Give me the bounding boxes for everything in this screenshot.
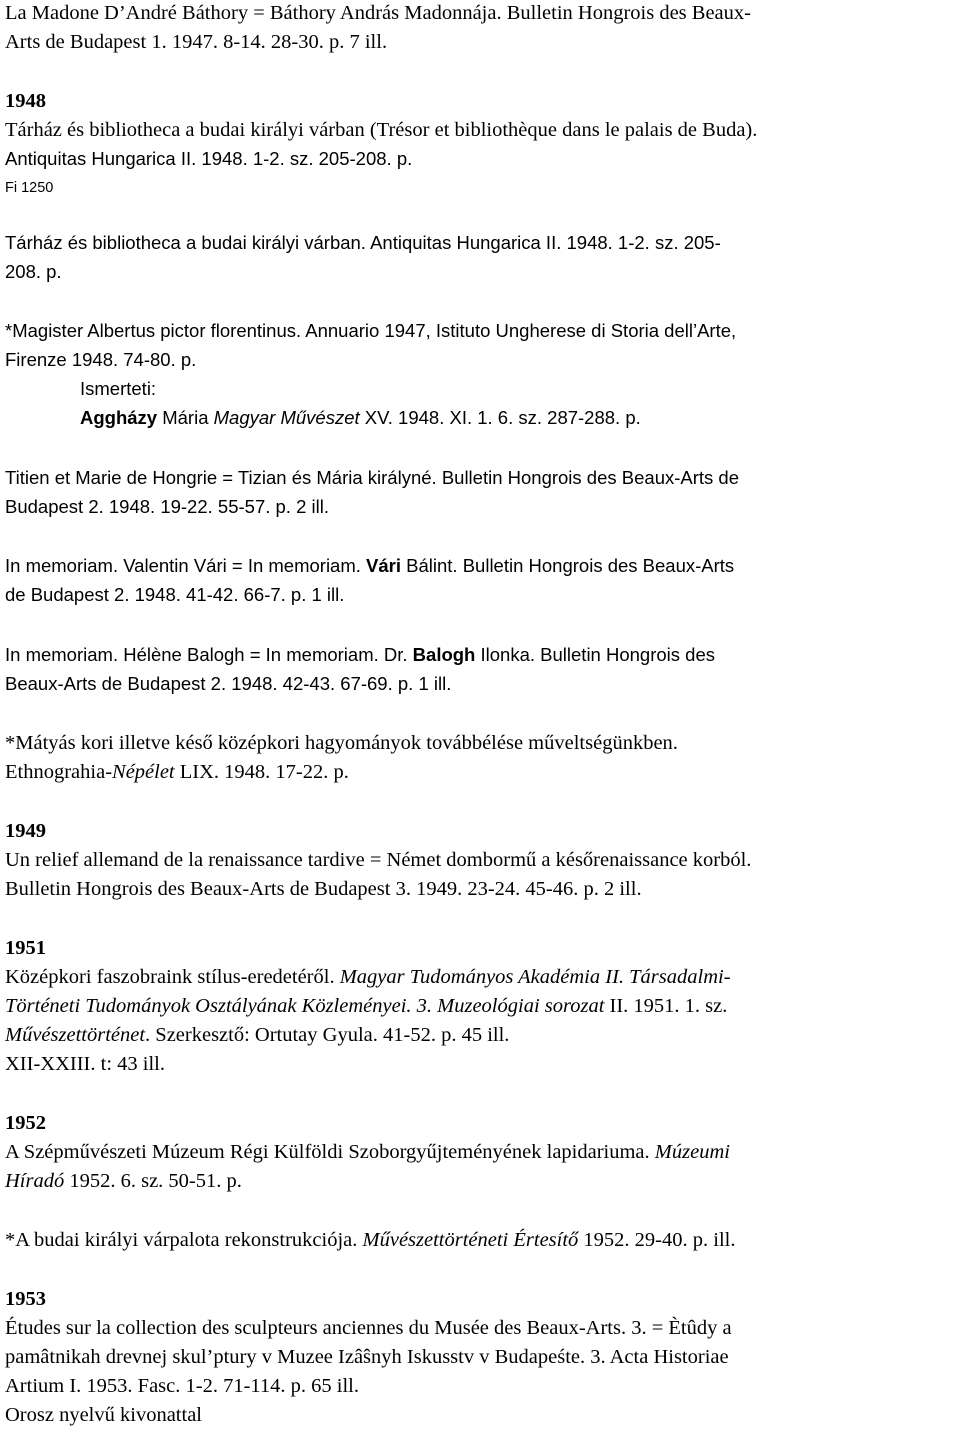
entry-line [5,993,727,1019]
entry-line [5,642,715,668]
author-name: Balogh [412,644,476,665]
text-segment: XII-XXIII. t: 43 ill. [5,1053,165,1075]
entry-line [5,1022,509,1048]
journal-title: Múzeumi [654,1141,730,1163]
entry-line [5,259,62,285]
entry-line [5,1227,735,1253]
journal-title: Népélet [112,761,175,783]
entry-line [5,347,196,373]
text-segment: La Madone D’André Báthory = Báthory András Madonnája. Bulletin Hongrois des Beaux- [5,2,751,24]
journal-title: Magyar Művészet [213,407,360,428]
text-segment: Tárház és bibliotheca a budai királyi várban (Trésor et bibliothèque dans le palais de Buda). [5,119,758,141]
call-number [5,175,53,201]
text-segment: Un relief allemand de la renaissance tardive = Német dombormű a későrenaissance korból. [5,849,752,871]
text-segment: Annuario 1947, Istituto Ungherese di Storia dell’Arte, [305,320,737,341]
entry-line [5,318,736,344]
text-segment: II. 1951. 1. sz. [604,995,728,1017]
text-segment: Tárház és bibliotheca a budai királyi várban. [5,232,371,253]
text-segment: *A budai királyi várpalota rekonstrukciója. [5,1229,363,1251]
entry-line [5,671,451,697]
entry-line [5,0,751,26]
entry-line [5,964,731,990]
journal-title: Magyar Tudományos Akadémia II. Társadalmi- [339,966,731,988]
year-heading [5,818,46,844]
text-segment: *Mátyás kori illetve késő középkori hagyományok továbbélése műveltségünkben. [5,732,678,754]
text-segment: Budapest 2. 1948. 19-22. 55-57. p. 2 ill. [5,496,329,517]
journal-title: Híradó [5,1170,65,1192]
entry-line [5,1168,242,1194]
entry-line [5,582,344,608]
text-segment: Bálint. Bulletin Hongrois des Beaux-Arts [401,555,735,576]
text-segment: pamâtnikah drevnej skul’ptury v Muzee Izâŝnyh Iskusstv v Budapeśte. 3. Acta Historiae [5,1346,729,1368]
text-segment: Középkori faszobraink stílus-eredetéről. [5,966,340,988]
entry-line [5,553,734,579]
entry-line [5,730,678,756]
year-text: 1949 [5,820,46,842]
text-segment: *Magister Albertus pictor florentinus. [5,320,306,341]
text-segment: LIX. 1948. 17-22. p. [174,761,349,783]
text-segment: 1952. 29-40. p. ill. [578,1229,736,1251]
text-segment: Antiquitas Hungarica II. 1948. 1-2. sz. 205-208. p. [5,148,413,169]
entry-line [5,29,387,55]
year-text: 1952 [5,1112,46,1134]
text-segment: Ethnograhia- [5,761,113,783]
entry-line [5,1373,359,1399]
entry-line [5,230,721,256]
entry-line [5,1344,729,1370]
text-segment: Bulletin Hongrois des Beaux-Arts de Budapest 3. 1949. 23-24. 45-46. p. 2 ill. [5,878,642,900]
entry-line [5,759,349,785]
text-segment: Artium I. 1953. Fasc. 1-2. 71-114. p. 65 ill. [5,1375,359,1397]
author-name: Vári [366,555,402,576]
entry-line [5,847,751,873]
journal-title: Művészettörténeti Értesítő [362,1229,579,1251]
text-segment: Titien et Marie de Hongrie = Tizian és Mária királyné. Bulletin Hongrois des Beaux-Arts de [5,467,740,488]
journal-title: Művészettörténet [5,1024,146,1046]
entry-line [5,1051,165,1077]
year-heading [5,88,46,114]
journal-title: Történeti Tudományok Osztályának Közleményei. 3. Muzeológiai sorozat [5,995,605,1017]
text-segment: XV. 1948. XI. 1. 6. sz. 287-288. p. [359,407,641,428]
text-segment: Fi 1250 [5,180,54,196]
text-segment: 208. p. [5,261,62,282]
entry-line [5,876,642,902]
text-segment: Beaux-Arts de Budapest 2. 1948. 42-43. 67-69. p. 1 ill. [5,673,452,694]
year-heading [5,1286,46,1312]
year-heading [5,935,46,961]
year-text: 1948 [5,90,46,112]
text-segment: Études sur la collection des sculpteurs anciennes du Musée des Beaux-Arts. 3. = Ѐtûdy a [5,1317,732,1339]
text-segment: Ilonka. Bulletin Hongrois des [475,644,715,665]
text-segment: . Szerkesztő: Ortutay Gyula. 41-52. p. 45 ill. [145,1024,510,1046]
text-segment: Antiquitas Hungarica II. 1948. 1-2. sz. 205- [370,232,721,253]
text-segment: Mária [157,407,214,428]
entry-line [5,494,329,520]
entry-line [5,465,739,491]
entry-line [5,146,412,172]
text-segment: Arts de Budapest 1. 1947. 8-14. 28-30. p. 7 ill. [5,31,388,53]
text-segment: In memoriam. Hélène Balogh = In memoriam. Dr. [5,644,413,665]
text-segment: Ismerteti: [80,378,157,399]
text-segment: 1952. 6. sz. 50-51. p. [64,1170,242,1192]
entry-line [5,1139,730,1165]
author-name: Aggházy [80,407,158,428]
text-segment: de Budapest 2. 1948. 41-42. 66-7. p. 1 ill. [5,584,345,605]
text-segment: Firenze 1948. 74-80. p. [5,349,197,370]
entry-line [5,1315,732,1341]
year-text: 1951 [5,937,46,959]
entry-line [5,117,757,143]
year-text: 1953 [5,1288,46,1310]
text-segment: Orosz nyelvű kivonattal [5,1404,202,1426]
year-heading [5,1110,46,1136]
entry-line [5,1402,202,1428]
text-segment: A Szépművészeti Múzeum Régi Külföldi Szoborgyűjteményének lapidariuma. [5,1141,655,1163]
review-label [80,376,156,402]
entry-line [80,405,641,431]
text-segment: In memoriam. Valentin Vári = In memoriam. [5,555,367,576]
